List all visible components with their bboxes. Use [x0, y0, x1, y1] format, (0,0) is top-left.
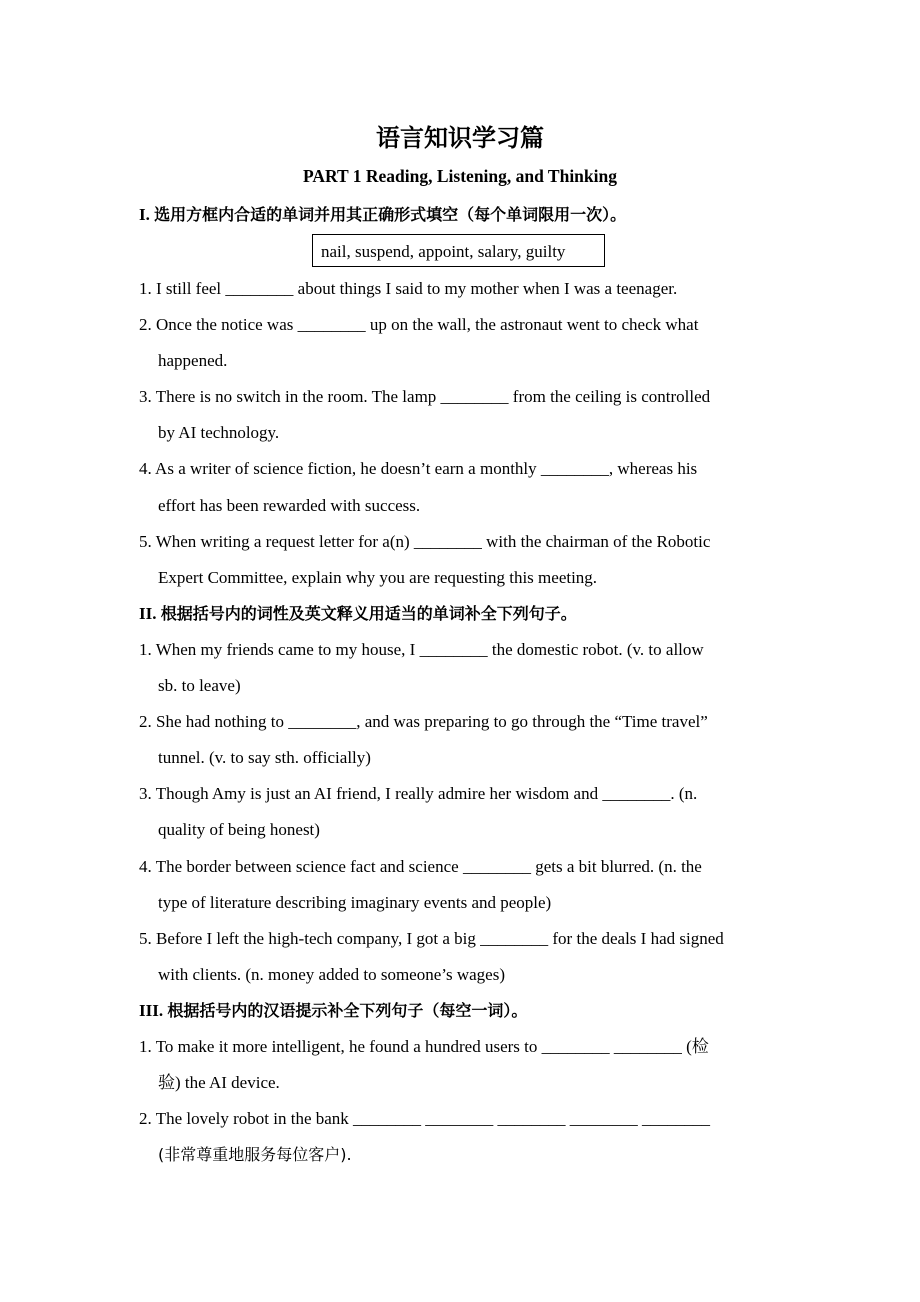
question-item — [139, 524, 799, 596]
question-item — [139, 379, 799, 451]
question-line: 2. She had nothing to ________, and was preparing to go through the “Time travel” — [139, 712, 708, 732]
section-number: III. — [139, 1000, 164, 1020]
question-line: (非常尊重地服务每位客户). — [158, 1145, 352, 1165]
page-title: 语言知识学习篇 — [376, 124, 544, 152]
section-instruction: 根据括号内的词性及英文释义用适当的单词补全下列句子。 — [160, 603, 577, 623]
section-heading — [139, 993, 799, 1029]
question-line: effort has been rewarded with success. — [158, 495, 421, 515]
question-line: Expert Committee, explain why you are requesting this meeting. — [158, 567, 598, 587]
section-number: I. — [139, 205, 150, 224]
question-line: by AI technology. — [158, 423, 280, 443]
question-item — [139, 1029, 799, 1101]
section-number: II. — [139, 603, 157, 623]
question-line: tunnel. (v. to say sth. officially) — [158, 748, 371, 768]
question-line: 3. There is no switch in the room. The lamp ________ from the ceiling is controlled — [139, 387, 711, 407]
question-line: sb. to leave) — [158, 676, 241, 696]
question-line: with clients. (n. money added to someone’s wages) — [158, 964, 506, 984]
question-item — [139, 921, 799, 993]
section-instruction: 选用方框内合适的单词并用其正确形式填空（每个单词限用一次）。 — [154, 205, 627, 224]
section-heading — [139, 596, 799, 632]
question-item — [139, 271, 799, 307]
question-item — [139, 849, 799, 921]
word-box: nail, suspend, appoint, salary, guilty — [312, 234, 605, 267]
question-line: 5. Before I left the high-tech company, I got a big ________ for the deals I had signed — [139, 928, 724, 948]
question-item — [139, 632, 799, 704]
section-1-heading — [139, 202, 626, 225]
part-heading: PART 1 Reading, Listening, and Thinking — [302, 166, 617, 186]
question-line: type of literature describing imaginary events and people) — [158, 892, 552, 912]
question-line: 4. As a writer of science fiction, he doesn’t earn a monthly ________, whereas his — [139, 459, 698, 479]
question-line: 1. I still feel ________ about things I said to my mother when I was a teenager. — [139, 279, 678, 298]
question-line: 1. When my friends came to my house, I ________ the domestic robot. (v. to allow — [139, 639, 704, 659]
exercise-content — [139, 271, 799, 1173]
question-line: 验) the AI device. — [158, 1073, 280, 1093]
question-item — [139, 776, 799, 848]
question-line: 4. The border between science fact and science ________ gets a bit blurred. (n. the — [139, 856, 702, 876]
question-item — [139, 704, 799, 776]
question-item — [139, 451, 799, 523]
question-line: 2. Once the notice was ________ up on the wall, the astronaut went to check what — [139, 315, 699, 335]
question-item — [139, 307, 799, 379]
question-line: 2. The lovely robot in the bank ________ ________ ________ ________ ________ — [139, 1109, 711, 1129]
question-line: 3. Though Amy is just an AI friend, I really admire her wisdom and ________. (n. — [139, 784, 698, 804]
question-line: quality of being honest) — [158, 820, 320, 840]
question-line: 5. When writing a request letter for a(n) ________ with the chairman of the Robotic — [139, 531, 711, 551]
question-line: 1. To make it more intelligent, he found a hundred users to ________ ________ (检 — [139, 1036, 709, 1056]
question-line: happened. — [158, 351, 228, 371]
section-instruction: 根据括号内的汉语提示补全下列句子（每空一词）。 — [167, 1000, 528, 1020]
question-item — [139, 1101, 799, 1173]
